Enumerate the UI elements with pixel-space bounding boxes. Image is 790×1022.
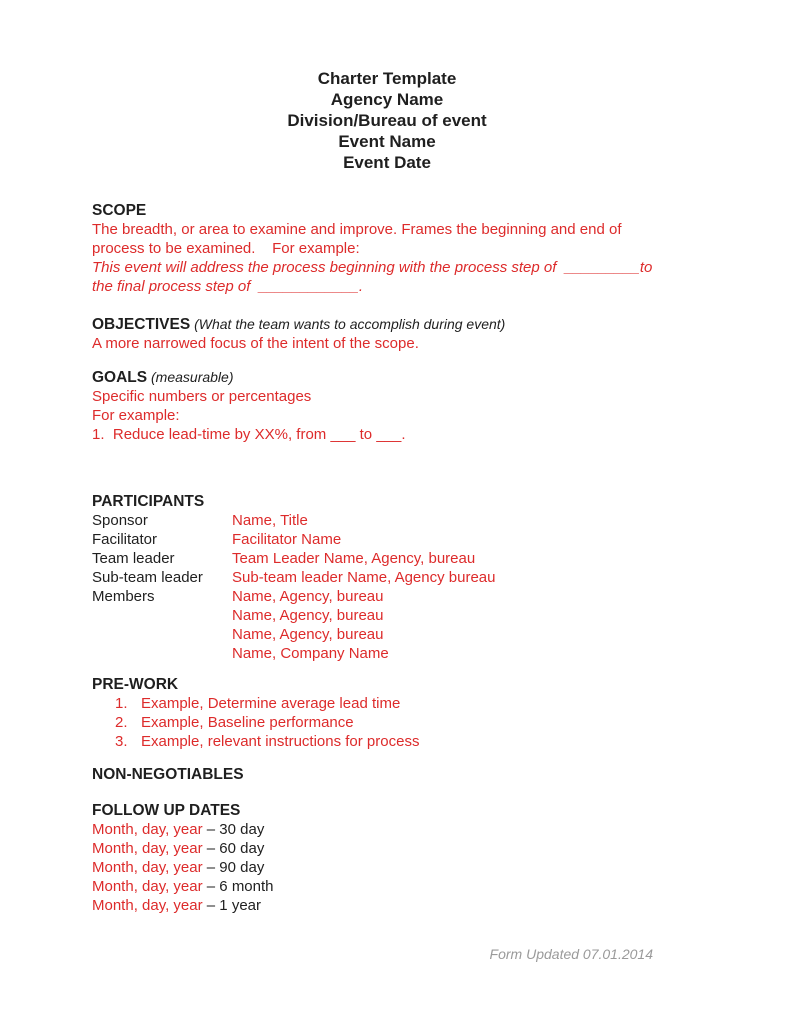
scope-example-line: the final process step of ____________. [92,278,364,295]
section-goals [92,368,690,444]
participant-row [92,530,690,549]
non-negotiables-heading: NON-NEGOTIABLES [92,766,244,783]
participant-role-label [92,625,232,644]
followup-date-interval: – 1 year [202,897,261,914]
document-title-block [84,68,690,173]
participant-role-label [92,644,232,663]
followup-date-placeholder: Month, day, year [92,821,203,838]
goals-list-item [92,425,690,444]
section-objectives [92,315,690,353]
participant-value: Name, Agency, bureau [232,607,384,624]
section-followup-dates [92,801,690,915]
followup-date-line [92,877,690,896]
followup-date-line [92,839,690,858]
prework-list-item [92,732,690,751]
objectives-heading-text: OBJECTIVES [92,316,191,333]
participant-value: Name, Company Name [232,645,389,662]
goals-body-line: Specific numbers or percentages [92,388,312,405]
section-participants [92,492,690,663]
section-non-negotiables [92,765,690,784]
participant-row [92,606,690,625]
objectives-heading-note: (What the team wants to accomplish during event) [190,316,506,332]
title-line: Event Name [338,132,436,151]
prework-item-number: 2. [115,714,128,731]
scope-example-line: This event will address the process beginning with the process step of _________to [92,259,653,276]
document-footer [92,945,690,964]
followup-date-interval: – 90 day [202,859,265,876]
followup-date-interval: – 6 month [202,878,274,895]
followup-heading: FOLLOW UP DATES [92,802,241,819]
section-prework [92,675,690,751]
participant-row [92,587,690,606]
participant-role-label: Facilitator [92,531,158,548]
scope-body-line: process to be examined. For example: [92,240,360,257]
goals-heading-text: GOALS [92,369,148,386]
participants-heading: PARTICIPANTS [92,493,205,510]
title-line: Agency Name [330,90,444,109]
scope-body-line: The breadth, or area to examine and improve. Frames the beginning and end of [92,221,622,238]
participant-value: Sub-team leader Name, Agency bureau [232,569,496,586]
participant-role-label: Team leader [92,550,175,567]
prework-item-text: Example, relevant instructions for process [141,733,420,750]
prework-heading: PRE-WORK [92,676,179,693]
prework-item-number: 1. [115,695,128,712]
section-scope [92,201,690,296]
prework-item-number: 3. [115,733,128,750]
participant-row [92,568,690,587]
followup-date-line [92,820,690,839]
prework-list-item [92,713,690,732]
followup-date-line [92,858,690,877]
followup-date-placeholder: Month, day, year [92,859,203,876]
participant-value: Name, Title [232,512,308,529]
objectives-heading [92,315,690,334]
followup-date-interval: – 30 day [202,821,265,838]
form-updated-note: Form Updated 07.01.2014 [489,946,653,962]
goals-item-number: 1. [92,426,105,443]
participant-value: Facilitator Name [232,531,342,548]
followup-date-interval: – 60 day [202,840,265,857]
participant-role-label: Members [92,588,155,605]
title-line: Charter Template [317,69,457,88]
goals-heading [92,368,690,387]
participant-row [92,549,690,568]
goals-body-line: For example: [92,407,180,424]
title-line: Division/Bureau of event [287,111,487,130]
prework-item-text: Example, Determine average lead time [141,695,401,712]
prework-list-item [92,694,690,713]
goals-heading-note: (measurable) [147,369,234,385]
participant-role-label [92,606,232,625]
participant-role-label: Sponsor [92,512,148,529]
participant-value: Team Leader Name, Agency, bureau [232,550,476,567]
objectives-body: A more narrowed focus of the intent of the scope. [92,335,419,352]
followup-date-placeholder: Month, day, year [92,897,203,914]
participant-value: Name, Agency, bureau [232,626,384,643]
followup-date-placeholder: Month, day, year [92,878,203,895]
participant-row [92,644,690,663]
participant-row [92,511,690,530]
prework-item-text: Example, Baseline performance [141,714,354,731]
participant-role-label: Sub-team leader [92,569,203,586]
title-line: Event Date [343,153,431,172]
scope-heading: SCOPE [92,202,147,219]
participant-row [92,625,690,644]
goals-item-text: Reduce lead-time by XX%, from ___ to ___. [112,426,406,443]
followup-date-placeholder: Month, day, year [92,840,203,857]
participant-value: Name, Agency, bureau [232,588,384,605]
followup-date-line [92,896,690,915]
